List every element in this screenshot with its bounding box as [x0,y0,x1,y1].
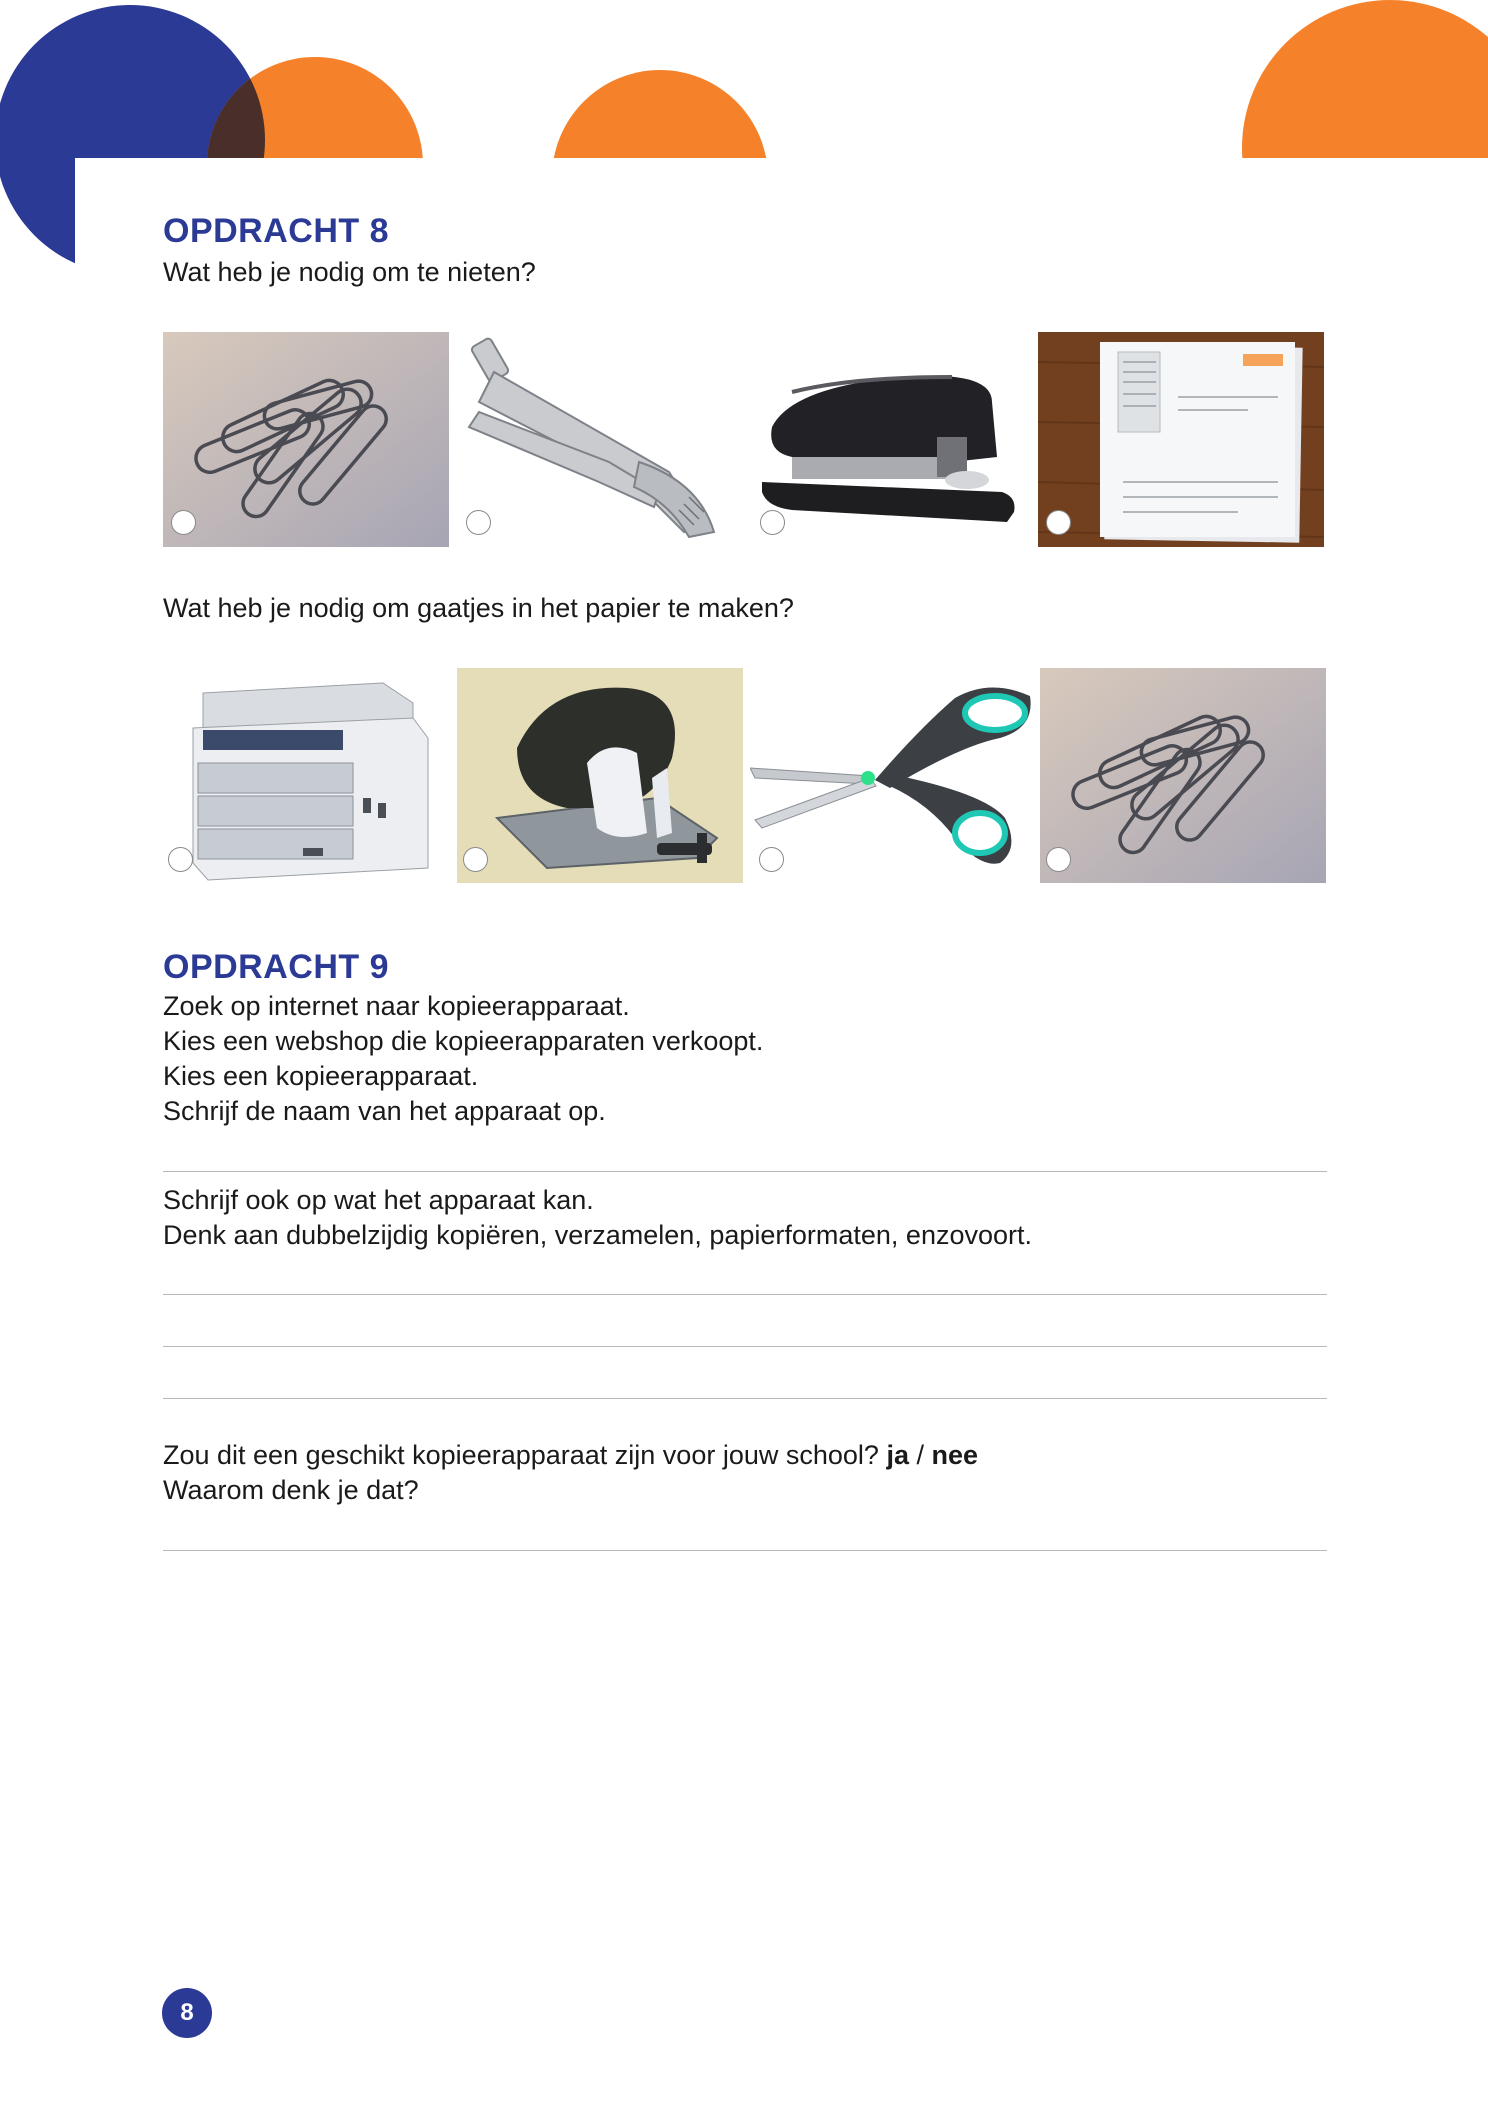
why-question: Waarom denk je dat? [163,1475,419,1505]
copier-photo [163,668,449,883]
question-punch-holes: Wat heb je nodig om gaatjes in het papier te maken? [163,593,794,623]
opdracht-8-title: OPDRACHT 8 [163,212,390,250]
writing-line-features[interactable] [163,1346,1327,1347]
question-staple: Wat heb je nodig om te nieten? [163,257,536,287]
locking-pliers-photo [459,332,745,547]
option-radio[interactable] [1046,847,1071,872]
paperclips-photo [1040,668,1326,883]
suitability-question-text: Zou dit een geschikt kopieerapparaat zijn voor jouw school? [163,1440,879,1470]
option-radio[interactable] [463,847,488,872]
option-radio[interactable] [1046,510,1071,535]
writing-line-why[interactable] [163,1550,1327,1551]
stapler-photo [752,332,1038,547]
option-radio[interactable] [759,847,784,872]
paper-stack-photo [1038,332,1324,547]
option-radio[interactable] [466,510,491,535]
option-radio[interactable] [760,510,785,535]
features-prompt-line: Schrijf ook op wat het apparaat kan. [163,1185,594,1215]
scissors-photo [750,668,1036,883]
instruction-line: Zoek op internet naar kopieerapparaat. [163,991,630,1021]
option-radio[interactable] [171,510,196,535]
writing-line-features[interactable] [163,1398,1327,1399]
features-prompt-line: Denk aan dubbelzijdig kopiëren, verzamelen, papierformaten, enzovoort. [163,1220,1033,1250]
answer-no[interactable]: nee [931,1440,979,1470]
option-radio[interactable] [168,847,193,872]
answer-yes[interactable]: ja [886,1440,909,1470]
answer-separator: / [916,1440,924,1470]
paperclips-photo [163,332,449,547]
suitability-question [163,1438,978,1473]
opdracht-9-title: OPDRACHT 9 [163,948,390,986]
instruction-line: Kies een kopieerapparaat. [163,1061,479,1091]
writing-line-features[interactable] [163,1294,1327,1295]
instruction-line: Schrijf de naam van het apparaat op. [163,1096,606,1126]
writing-line-device-name[interactable] [163,1171,1327,1172]
page-number-badge: 8 [162,1988,212,2038]
hole-punch-photo [457,668,743,883]
instruction-line: Kies een webshop die kopieerapparaten verkoopt. [163,1026,764,1056]
